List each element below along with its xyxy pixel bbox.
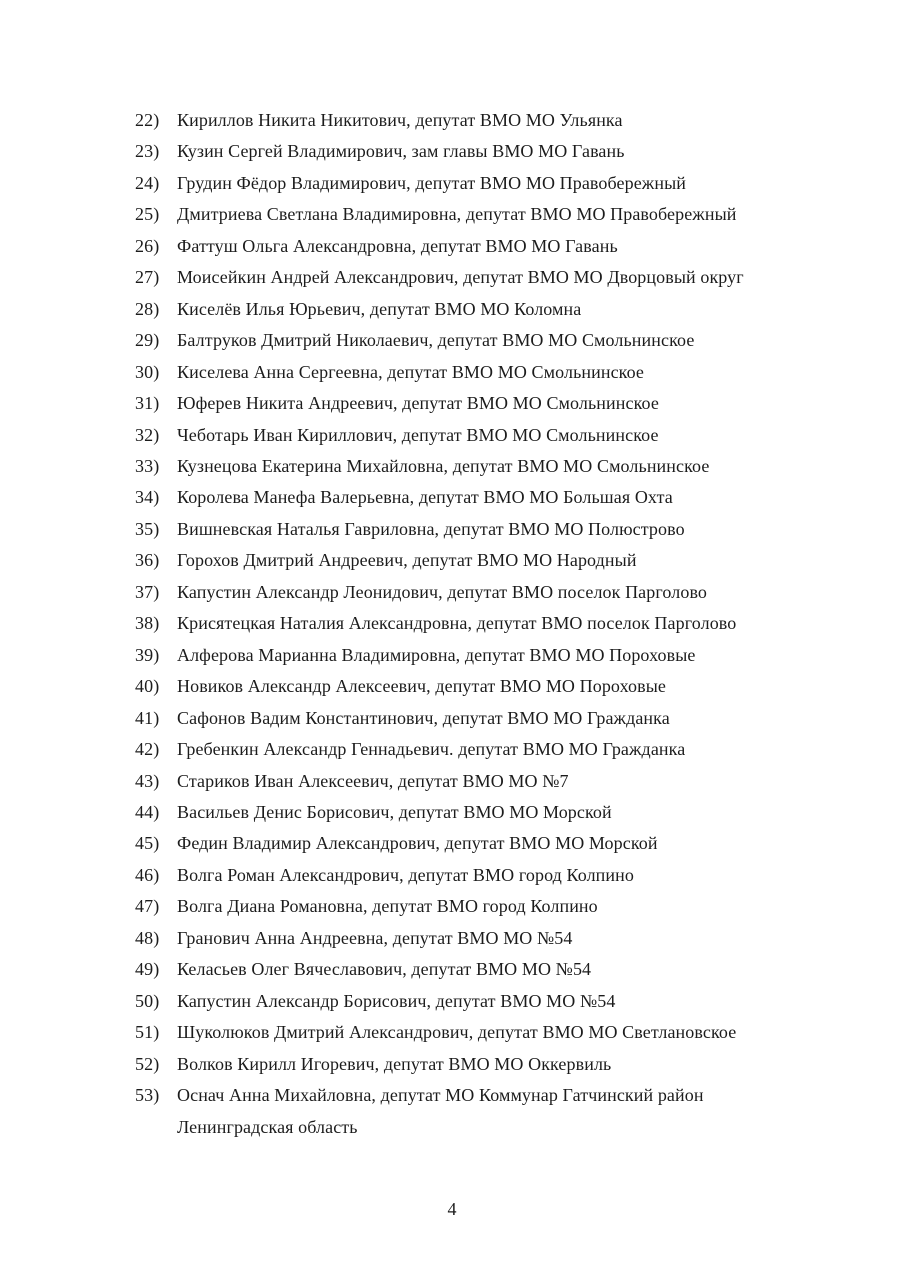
item-number: 32) bbox=[135, 424, 160, 445]
list-item bbox=[135, 608, 864, 639]
item-number: 33) bbox=[135, 455, 160, 476]
list-item bbox=[135, 986, 864, 1017]
list-item bbox=[135, 325, 864, 356]
item-text: Кузин Сергей Владимирович, зам главы ВМО МО Гавань bbox=[177, 141, 625, 162]
list-item bbox=[135, 105, 864, 136]
item-text: Дмитриева Светлана Владимировна, депутат ВМО МО Правобережный bbox=[177, 204, 737, 225]
list-item bbox=[135, 514, 864, 545]
item-text: Оснач Анна Михайловна, депутат МО Коммунар Гатчинский район bbox=[177, 1085, 704, 1106]
item-number: 22) bbox=[135, 110, 160, 130]
item-number: 43) bbox=[135, 770, 160, 791]
item-number: 49) bbox=[135, 959, 160, 980]
list-item bbox=[135, 388, 864, 419]
item-text: Волков Кирилл Игоревич, депутат ВМО МО Оккервиль bbox=[177, 1053, 612, 1074]
item-number: 24) bbox=[135, 172, 160, 193]
item-text: Федин Владимир Александрович, депутат ВМО МО Морской bbox=[177, 833, 658, 854]
list-item bbox=[135, 828, 864, 859]
item-number: 37) bbox=[135, 581, 160, 602]
item-text: Вишневская Наталья Гавриловна, депутат ВМО МО Полюстрово bbox=[177, 518, 685, 539]
item-number: 51) bbox=[135, 1022, 160, 1043]
item-number: 45) bbox=[135, 833, 160, 854]
item-number: 23) bbox=[135, 141, 160, 162]
item-text: Королева Манефа Валерьевна, депутат ВМО МО Большая Охта bbox=[177, 487, 673, 508]
item-number: 30) bbox=[135, 361, 160, 382]
page-number: 4 bbox=[447, 1199, 457, 1219]
item-number: 34) bbox=[135, 487, 160, 508]
item-number: 40) bbox=[135, 676, 160, 697]
item-number: 41) bbox=[135, 707, 160, 728]
item-text: Новиков Александр Алексеевич, депутат ВМО МО Пороховые bbox=[177, 676, 666, 697]
item-text: Капустин Александр Борисович, депутат ВМО МО №54 bbox=[177, 990, 616, 1011]
item-text: Шуколюков Дмитрий Александрович, депутат ВМО МО Светлановское bbox=[177, 1022, 737, 1043]
deputies-list bbox=[135, 105, 864, 1143]
item-text: Келасьев Олег Вячеславович, депутат ВМО МО №54 bbox=[177, 959, 592, 980]
list-item bbox=[135, 136, 864, 167]
item-number: 36) bbox=[135, 550, 160, 571]
item-number: 47) bbox=[135, 896, 160, 917]
item-text: Капустин Александр Леонидович, депутат ВМО поселок Парголово bbox=[177, 581, 708, 602]
list-item bbox=[135, 199, 864, 230]
item-text: Гребенкин Александр Геннадьевич. депутат ВМО МО Гражданка bbox=[177, 739, 686, 760]
item-text: Кузнецова Екатерина Михайловна, депутат ВМО МО Смольнинское bbox=[177, 455, 710, 476]
item-text: Волга Диана Романовна, депутат ВМО город Колпино bbox=[177, 896, 598, 917]
item-number: 48) bbox=[135, 927, 160, 948]
item-number: 53) bbox=[135, 1085, 160, 1106]
item-number: 44) bbox=[135, 801, 160, 822]
item-text: Волга Роман Александрович, депутат ВМО город Колпино bbox=[177, 864, 634, 885]
list-item bbox=[135, 1080, 864, 1111]
item-number: 46) bbox=[135, 864, 160, 885]
list-item bbox=[135, 451, 864, 482]
list-item bbox=[135, 577, 864, 608]
item-text: Киселёв Илья Юрьевич, депутат ВМО МО Коломна bbox=[177, 298, 582, 319]
item-text: Фаттуш Ольга Александровна, депутат ВМО МО Гавань bbox=[177, 235, 618, 256]
item-number: 39) bbox=[135, 644, 160, 665]
item-number: 50) bbox=[135, 990, 160, 1011]
list-item bbox=[135, 420, 864, 451]
list-item bbox=[135, 703, 864, 734]
list-item bbox=[135, 1017, 864, 1048]
item-text: Кириллов Никита Никитович, депутат ВМО МО Ульянка bbox=[177, 110, 623, 130]
list-item bbox=[135, 860, 864, 891]
item-text: Моисейкин Андрей Александрович, депутат ВМО МО Дворцовый округ bbox=[177, 267, 744, 288]
item-number: 38) bbox=[135, 613, 160, 634]
list-item bbox=[135, 294, 864, 325]
item-text: Киселева Анна Сергеевна, депутат ВМО МО Смольнинское bbox=[177, 361, 645, 382]
item-text: Гранович Анна Андреевна, депутат ВМО МО №54 bbox=[177, 927, 573, 948]
list-item bbox=[135, 766, 864, 797]
item-text: Васильев Денис Борисович, депутат ВМО МО Морской bbox=[177, 801, 612, 822]
item-text: Стариков Иван Алексеевич, депутат ВМО МО №7 bbox=[177, 770, 569, 791]
list-item bbox=[135, 797, 864, 828]
list-item bbox=[135, 1049, 864, 1080]
item-number: 35) bbox=[135, 518, 160, 539]
list-item bbox=[135, 954, 864, 985]
list-item bbox=[135, 545, 864, 576]
list-item bbox=[135, 923, 864, 954]
item-number: 28) bbox=[135, 298, 160, 319]
item-number: 29) bbox=[135, 330, 160, 351]
list-item bbox=[135, 671, 864, 702]
list-item bbox=[135, 891, 864, 922]
item-text: Сафонов Вадим Константинович, депутат ВМО МО Гражданка bbox=[177, 707, 670, 728]
list-item bbox=[135, 482, 864, 513]
item-text: Крисятецкая Наталия Александровна, депутат ВМО поселок Парголово bbox=[177, 613, 737, 634]
item-number: 42) bbox=[135, 739, 160, 760]
item-number: 26) bbox=[135, 235, 160, 256]
item-text: Чеботарь Иван Кириллович, депутат ВМО МО Смольнинское bbox=[177, 424, 659, 445]
item-number: 27) bbox=[135, 267, 160, 288]
list-item bbox=[135, 262, 864, 293]
item-text: Горохов Дмитрий Андреевич, депутат ВМО МО Народный bbox=[177, 550, 637, 571]
list-item bbox=[135, 357, 864, 388]
item-text: Грудин Фёдор Владимирович, депутат ВМО МО Правобережный bbox=[177, 172, 686, 193]
item-number: 52) bbox=[135, 1053, 160, 1074]
list-item bbox=[135, 168, 864, 199]
item-number: 31) bbox=[135, 393, 160, 414]
list-item bbox=[135, 231, 864, 262]
item-text: Балтруков Дмитрий Николаевич, депутат ВМО МО Смольнинское bbox=[177, 330, 695, 351]
list-item-continuation: Ленинградская область bbox=[177, 1116, 358, 1137]
item-number: 25) bbox=[135, 204, 160, 225]
item-text: Алферова Марианна Владимировна, депутат ВМО МО Пороховые bbox=[177, 644, 696, 665]
list-item bbox=[135, 640, 864, 671]
item-text: Юферев Никита Андреевич, депутат ВМО МО Смольнинское bbox=[177, 393, 659, 414]
list-item bbox=[135, 734, 864, 765]
